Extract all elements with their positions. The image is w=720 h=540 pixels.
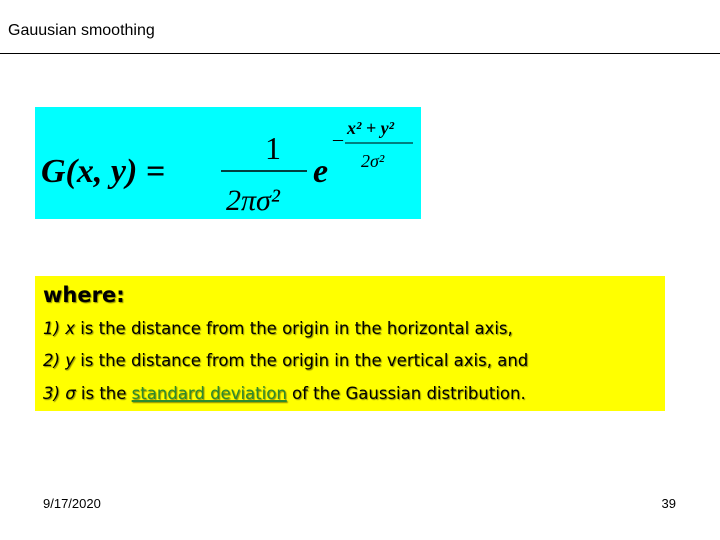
formula-denominator: 2πσ² [226,184,280,217]
item-variable: x [65,319,75,338]
item-text: is the distance from the origin in the vertical axis, and [74,351,529,370]
item-variable: σ [65,384,76,403]
page-number: 39 [661,496,676,511]
slide-date: 9/17/2020 [43,496,101,511]
item-text-after: of the Gaussian distribution. [286,384,526,403]
definition-item [43,351,528,370]
formula-graphic [35,107,421,219]
formula-exponent-minus: – [333,128,343,150]
standard-deviation-link[interactable]: standard deviation [131,384,287,403]
item-number: 3) [43,384,60,403]
slide-title: Gauusian smoothing [8,22,155,39]
title-divider [0,53,720,54]
definition-item [43,319,513,338]
formula-exponent-denominator: 2σ² [361,151,385,171]
gaussian-formula [35,107,421,219]
item-number: 1) [43,319,60,338]
formula-base-e: e [313,153,329,190]
item-text: is the distance from the origin in the horizontal axis, [74,319,513,338]
formula-exponent-numerator: x² + y² [347,118,395,138]
definitions-heading: where: [43,283,125,307]
formula-numerator: 1 [265,130,281,166]
formula-lhs: G(x, y) = [41,153,166,190]
definition-item [43,384,526,403]
item-text-before: is the [75,384,132,403]
item-number: 2) [43,351,60,370]
item-variable: y [65,351,75,370]
definitions-box [35,276,665,411]
